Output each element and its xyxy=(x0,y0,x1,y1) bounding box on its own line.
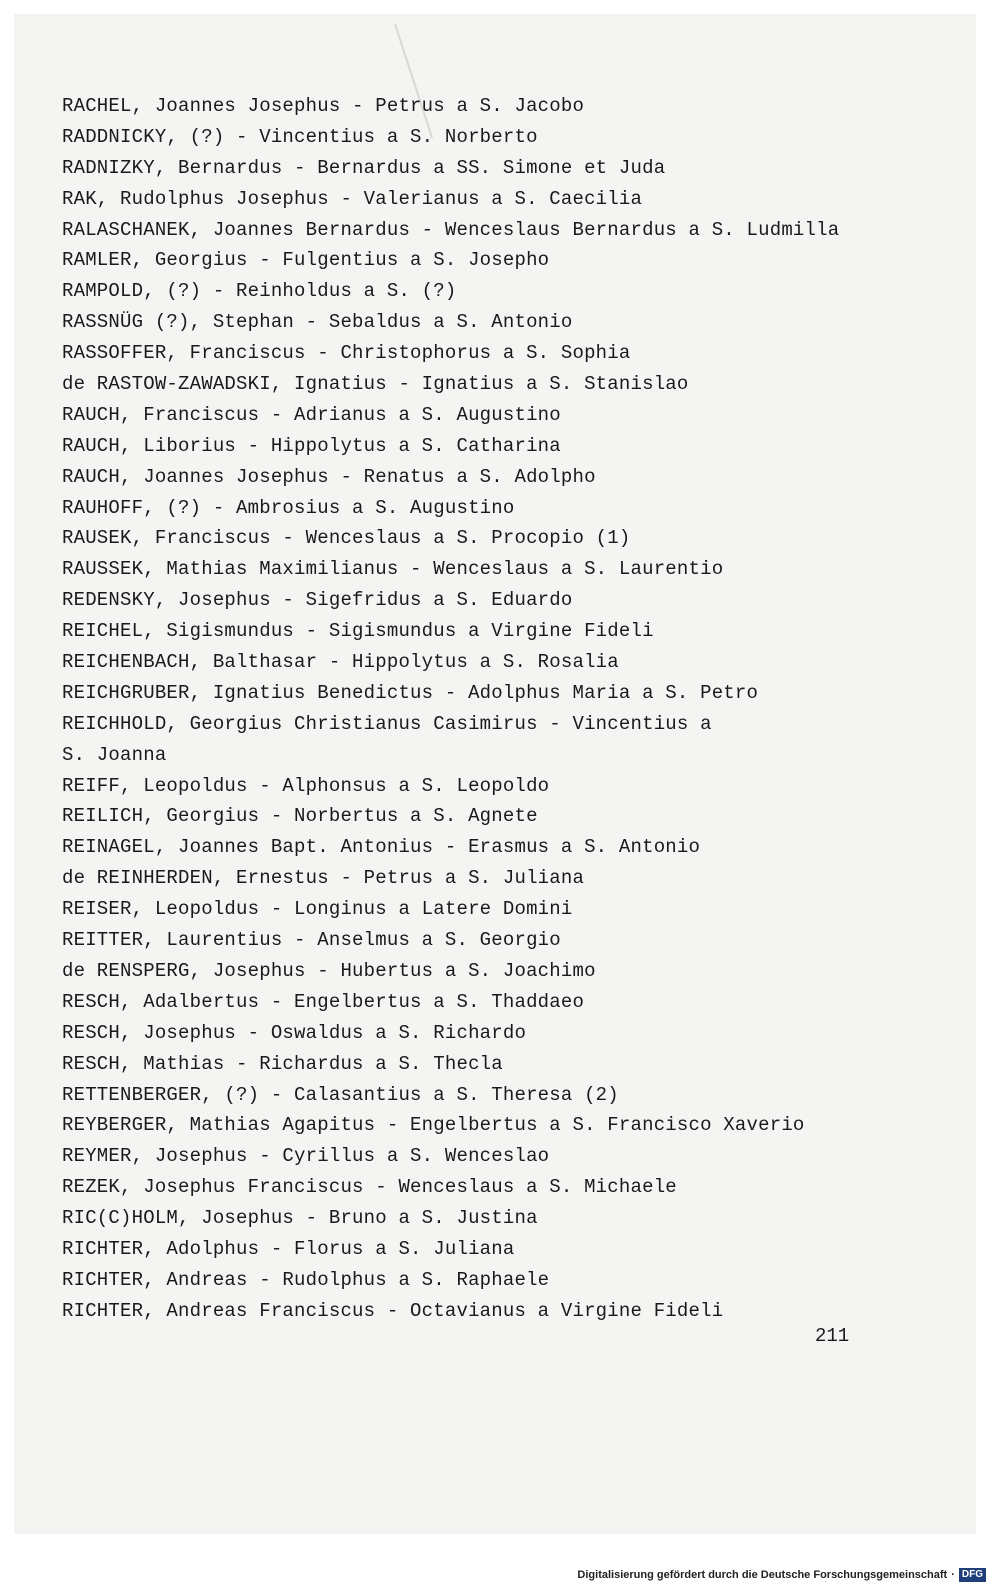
entry-list xyxy=(62,91,962,1327)
entry-line: RICHTER, Adolphus - Florus a S. Juliana xyxy=(62,1237,515,1260)
entry-line: RAUCH, Franciscus - Adrianus a S. Augustino xyxy=(62,403,561,426)
entry-line: REICHEL, Sigismundus - Sigismundus a Virgine Fideli xyxy=(62,620,654,643)
entry-line: REILICH, Georgius - Norbertus a S. Agnete xyxy=(62,805,538,828)
entry-line: RASSOFFER, Franciscus - Christophorus a S. Sophia xyxy=(62,342,631,365)
entry-line: RICHTER, Andreas - Rudolphus a S. Raphaele xyxy=(62,1268,550,1291)
entry-line: REINAGEL, Joannes Bapt. Antonius - Erasmus a S. Antonio xyxy=(62,836,701,859)
footer xyxy=(577,1568,986,1582)
entry-line: RIC(C)HOLM, Josephus - Bruno a S. Justina xyxy=(62,1207,538,1230)
entry-line: RAK, Rudolphus Josephus - Valerianus a S. Caecilia xyxy=(62,187,643,210)
entry-line: de RASTOW-ZAWADSKI, Ignatius - Ignatius a S. Stanislao xyxy=(62,373,689,396)
entry-line: RACHEL, Joannes Josephus - Petrus a S. Jacobo xyxy=(62,95,585,117)
entry-line: de RENSPERG, Josephus - Hubertus a S. Joachimo xyxy=(62,959,596,982)
entry-line: RICHTER, Andreas Franciscus - Octavianus a Virgine Fideli xyxy=(62,1299,724,1322)
entry-line: de REINHERDEN, Ernestus - Petrus a S. Juliana xyxy=(62,867,585,890)
entry-line: S. Joanna xyxy=(62,743,167,766)
entry-line: RESCH, Adalbertus - Engelbertus a S. Thaddaeo xyxy=(62,990,585,1013)
page-number: 211 xyxy=(815,1325,850,1347)
entry-line: RAMLER, Georgius - Fulgentius a S. Josepho xyxy=(62,249,550,272)
entry-line: RAUHOFF, (?) - Ambrosius a S. Augustino xyxy=(62,496,515,519)
entry-line: RESCH, Mathias - Richardus a S. Thecla xyxy=(62,1052,503,1075)
entry-line: RAUSEK, Franciscus - Wenceslaus a S. Procopio (1) xyxy=(62,527,631,550)
footer-separator: · xyxy=(951,1569,955,1581)
entry-line: RAUCH, Liborius - Hippolytus a S. Catharina xyxy=(62,434,561,457)
entry-line: RADDNICKY, (?) - Vincentius a S. Norberto xyxy=(62,125,538,148)
entry-line: RADNIZKY, Bernardus - Bernardus a SS. Simone et Juda xyxy=(62,156,666,179)
entry-line: RAUSSEK, Mathias Maximilianus - Wenceslaus a S. Laurentio xyxy=(62,558,724,581)
entry-line: REYBERGER, Mathias Agapitus - Engelbertus a S. Francisco Xaverio xyxy=(62,1114,805,1137)
entry-line: REIFF, Leopoldus - Alphonsus a S. Leopoldo xyxy=(62,774,550,797)
entry-line: RALASCHANEK, Joannes Bernardus - Wenceslaus Bernardus a S. Ludmilla xyxy=(62,218,840,241)
entry-line: RETTENBERGER, (?) - Calasantius a S. Theresa (2) xyxy=(62,1083,619,1106)
entry-line: REITTER, Laurentius - Anselmus a S. Georgio xyxy=(62,929,561,952)
entry-line: REICHGRUBER, Ignatius Benedictus - Adolphus Maria a S. Petro xyxy=(62,681,759,704)
entry-line: REISER, Leopoldus - Longinus a Latere Domini xyxy=(62,898,573,921)
dfg-logo-icon: DFG xyxy=(959,1568,986,1582)
footer-text: Digitalisierung gefördert durch die Deutsche Forschungsgemeinschaft xyxy=(577,1569,948,1581)
entry-line: RASSNÜG (?), Stephan - Sebaldus a S. Antonio xyxy=(62,311,573,334)
entry-line: REYMER, Josephus - Cyrillus a S. Wenceslao xyxy=(62,1145,550,1168)
entry-line: REICHENBACH, Balthasar - Hippolytus a S. Rosalia xyxy=(62,651,619,674)
entry-line: RAMPOLD, (?) - Reinholdus a S. (?) xyxy=(62,280,457,303)
entry-line: REICHHOLD, Georgius Christianus Casimirus - Vincentius a xyxy=(62,712,712,735)
entry-line: RAUCH, Joannes Josephus - Renatus a S. Adolpho xyxy=(62,465,596,488)
entry-line: RESCH, Josephus - Oswaldus a S. Richardo xyxy=(62,1021,527,1044)
entry-line: REZEK, Josephus Franciscus - Wenceslaus a S. Michaele xyxy=(62,1176,677,1199)
entry-line: REDENSKY, Josephus - Sigefridus a S. Eduardo xyxy=(62,589,573,612)
